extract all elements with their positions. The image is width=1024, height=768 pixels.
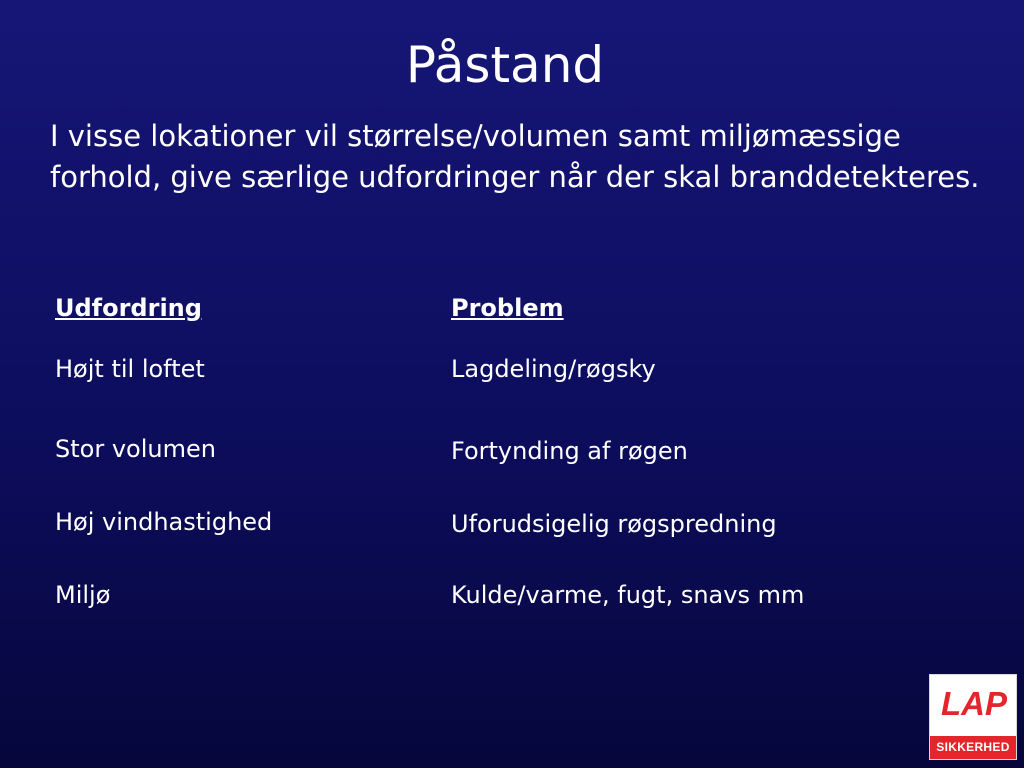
column-header-challenge: Udfordring bbox=[55, 294, 202, 322]
challenge-cell: Højt til loftet bbox=[55, 355, 205, 383]
problem-cell: Kulde/varme, fugt, snavs mm bbox=[451, 581, 805, 609]
problem-cell: Uforudsigelig røgspredning bbox=[451, 510, 777, 538]
problem-cell: Lagdeling/røgsky bbox=[451, 355, 656, 383]
challenge-cell: Stor volumen bbox=[55, 435, 216, 463]
intro-text: I visse lokationer vil størrelse/volumen samt miljømæssige forhold, give særlige udfordringer når der skal branddetekteres. bbox=[50, 119, 980, 194]
logo-sub-text: SIKKERHED bbox=[930, 736, 1016, 759]
column-header-problem: Problem bbox=[451, 294, 564, 322]
problem-cell: Fortynding af røgen bbox=[451, 437, 688, 465]
lap-sikkerhed-logo bbox=[929, 674, 1017, 760]
logo-main-text: LAP bbox=[941, 685, 1007, 722]
challenge-cell: Høj vindhastighed bbox=[55, 508, 273, 536]
challenge-cell: Miljø bbox=[55, 581, 111, 609]
slide-title: Påstand bbox=[405, 36, 605, 94]
